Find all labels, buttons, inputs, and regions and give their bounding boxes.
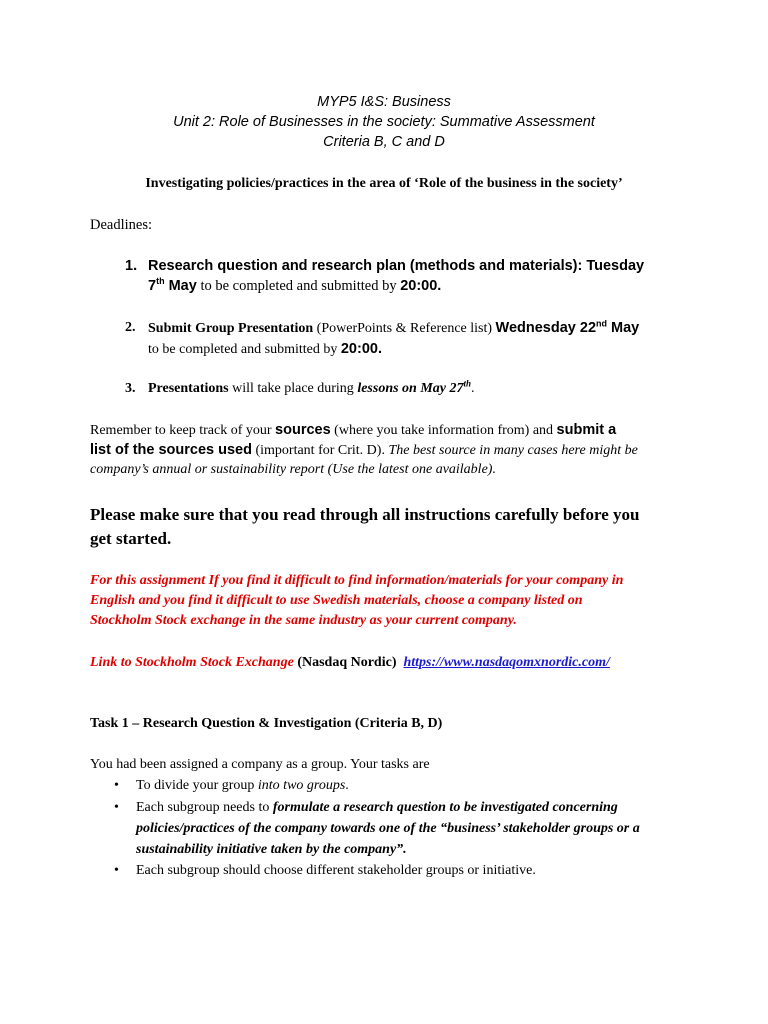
instructions-notice-line-2: get started. bbox=[90, 529, 172, 548]
remember-text-2: (where you take information from) and bbox=[330, 423, 557, 438]
deadline-2-month: May bbox=[607, 320, 640, 336]
nasdaq-nordic-label: (Nasdaq Nordic) bbox=[293, 655, 404, 670]
deadline-2-number: 2. bbox=[125, 320, 136, 335]
deadline-2-day: Wednesday 22 bbox=[495, 320, 597, 336]
deadline-2-time: 20:00. bbox=[340, 341, 382, 357]
bullet-2-line-3: sustainability initiative taken by the company”. bbox=[136, 842, 407, 857]
bullet-3-text: Each subgroup should choose different stakeholder groups or initiative. bbox=[136, 863, 536, 878]
deadline-1-text: to be completed and submitted by bbox=[196, 278, 401, 294]
deadline-2-text-2: to be completed and submitted by bbox=[148, 342, 341, 357]
bullet-1-text-a: To divide your group bbox=[136, 778, 258, 793]
bullet-1-text-c: . bbox=[345, 778, 349, 793]
deadline-1-line-1: Research question and research plan (methods and materials): Tuesday bbox=[148, 258, 645, 274]
deadline-3-text: will take place during bbox=[228, 381, 358, 396]
deadline-3-number: 3. bbox=[125, 381, 136, 396]
red-note-line-3: Stockholm Stock exchange in the same industry as your current company. bbox=[90, 613, 517, 628]
deadline-3-title: Presentations bbox=[148, 381, 229, 396]
deadline-2-title: Submit Group Presentation bbox=[148, 321, 314, 336]
bullet-1-marker: • bbox=[114, 778, 119, 793]
header-line-3: Criteria B, C and D bbox=[323, 134, 445, 150]
task-1-title: Task 1 – Research Question & Investigation (Criteria B, D) bbox=[90, 716, 443, 731]
deadline-3-date: lessons on May 27 bbox=[357, 381, 464, 396]
deadline-3-date-suffix: th bbox=[463, 378, 472, 389]
bullet-3-marker: • bbox=[114, 863, 119, 878]
remember-list-sources: list of the sources used bbox=[90, 442, 252, 458]
bullet-1-text bbox=[136, 778, 349, 794]
remember-submit: submit a bbox=[556, 422, 617, 438]
red-note-line-2: English and you find it difficult to use Swedish materials, choose a company listed on bbox=[90, 593, 583, 608]
remember-line-1 bbox=[90, 422, 616, 439]
remember-crit: (important for Crit. D). bbox=[251, 443, 389, 458]
deadline-2-day-suffix: nd bbox=[596, 318, 608, 329]
stock-exchange-label: Link to Stockholm Stock Exchange bbox=[90, 655, 294, 670]
remember-best-source: The best source in many cases here might be bbox=[388, 443, 638, 458]
deadline-1-day: 7 bbox=[148, 278, 157, 294]
instructions-notice-line-1: Please make sure that you read through all instructions carefully before you bbox=[90, 505, 640, 524]
document-subtitle: Investigating policies/practices in the area of ‘Role of the business in the society’ bbox=[145, 176, 623, 191]
deadline-2-text: (PowerPoints & Reference list) bbox=[313, 321, 496, 336]
deadline-1-line-2 bbox=[148, 278, 441, 295]
bullet-2-marker: • bbox=[114, 800, 119, 815]
header-line-2: Unit 2: Role of Businesses in the society: Summative Assessment bbox=[173, 114, 595, 130]
bullet-2-text-b: formulate a research question to be investigated concerning bbox=[272, 800, 618, 815]
deadline-2-line-1 bbox=[148, 320, 639, 337]
deadline-3-end: . bbox=[471, 381, 475, 396]
remember-text-1: Remember to keep track of your bbox=[90, 423, 276, 438]
bullet-2-line-1 bbox=[136, 800, 618, 816]
deadline-1-number: 1. bbox=[125, 258, 138, 274]
remember-line-2 bbox=[90, 442, 638, 459]
bullet-2-line-2: policies/practices of the company towards one of the “business’ stakeholder groups or a bbox=[136, 821, 640, 836]
nasdaq-link[interactable]: https://www.nasdaqomxnordic.com/ bbox=[403, 655, 610, 670]
stock-exchange-link-line bbox=[90, 655, 610, 671]
bullet-1-text-b: into two groups bbox=[257, 778, 346, 793]
task-1-intro: You had been assigned a company as a group. Your tasks are bbox=[90, 757, 430, 772]
remember-line-3: company’s annual or sustainability report (Use the latest one available). bbox=[90, 462, 496, 477]
deadline-2-line-2 bbox=[148, 341, 382, 358]
deadline-1-month: May bbox=[164, 278, 197, 294]
deadline-3-line bbox=[148, 378, 475, 397]
header-line-1: MYP5 I&S: Business bbox=[317, 94, 451, 110]
deadline-1-day-suffix: th bbox=[156, 276, 165, 287]
bullet-2-text-a: Each subgroup needs to bbox=[136, 800, 273, 815]
red-note-line-1: For this assignment If you find it difficult to find information/materials for your company in bbox=[90, 573, 624, 588]
deadlines-label: Deadlines: bbox=[90, 217, 153, 233]
deadline-1-time: 20:00. bbox=[400, 278, 442, 294]
remember-sources: sources bbox=[275, 422, 331, 438]
